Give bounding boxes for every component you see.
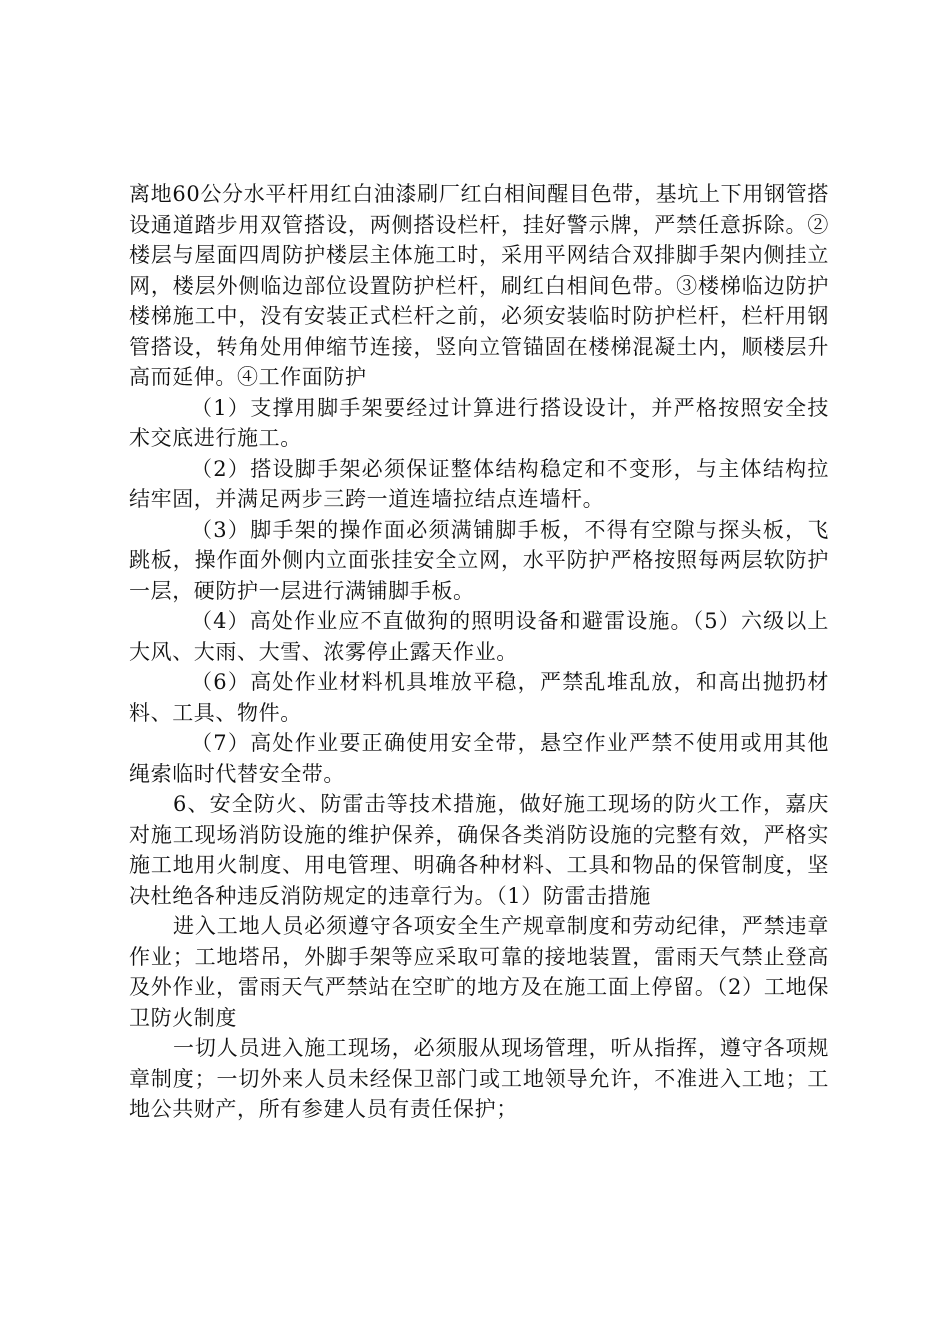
paragraph-9: 进入工地人员必须遵守各项安全生产规章制度和劳动纪律，严禁违章作业；工地塔吊，外脚手架等应采取可靠的接地装置，雷雨天气禁止登高及外作业，雷雨天气严禁站在空旷的地方及在施工面上停留。（2）工地保卫防火制度 bbox=[129, 914, 829, 1030]
paragraph-7: （7）高处作业要正确使用安全带，悬空作业严禁不使用或用其他绳索临时代替安全带。 bbox=[129, 731, 829, 786]
paragraph-1: 离地60公分水平杆用红白油漆刷厂红白相间醒目色带，基坑上下用钢管搭设通道踏步用双管搭设，两侧搭设栏杆，挂好警示牌，严禁任意拆除。②楼层与屋面四周防护楼层主体施工时，采用平网结合双排脚手架内侧挂立网，楼层外侧临边部位设置防护栏杆，刷红白相间色带。③楼梯临边防护楼梯施工中，没有安装正式栏杆之前，必须安装临时防护栏杆，栏杆用钢管搭设，转角处用伸缩节连接，竖向立管锚固在楼梯混凝土内，顺楼层升高而延伸。④工作面防护 bbox=[129, 182, 829, 389]
paragraph-2: （1）支撑用脚手架要经过计算进行搭设设计，并严格按照安全技术交底进行施工。 bbox=[129, 395, 829, 450]
paragraph-5: （4）高处作业应不直做狗的照明设备和避雷设施。（5）六级以上大风、大雨、大雪、浓雾停止露天作业。 bbox=[129, 609, 829, 664]
paragraph-8: 6、安全防火、防雷击等技术措施，做好施工现场的防火工作，嘉庆对施工现场消防设施的维护保养，确保各类消防设施的完整有效，严格实施工地用火制度、用电管理、明确各种材料、工具和物品的保管制度，坚决杜绝各种违反消防规定的违章行为。（1）防雷击措施 bbox=[129, 792, 829, 908]
paragraph-10: 一切人员进入施工现场，必须服从现场管理，听从指挥，遵守各项规章制度；一切外来人员未经保卫部门或工地领导允许，不准进入工地；工地公共财产，所有参建人员有责任保护； bbox=[129, 1036, 829, 1121]
paragraph-6: （6）高处作业材料机具堆放平稳，严禁乱堆乱放，和高出抛扔材料、工具、物件。 bbox=[129, 670, 829, 725]
paragraph-4: （3）脚手架的操作面必须满铺脚手板，不得有空隙与探头板，飞跳板，操作面外侧内立面张挂安全立网，水平防护严格按照每两层软防护一层，硬防护一层进行满铺脚手板。 bbox=[129, 517, 829, 603]
paragraph-3: （2）搭设脚手架必须保证整体结构稳定和不变形，与主体结构拉结牢固，并满足两步三跨一道连墙拉结点连墙杆。 bbox=[129, 456, 829, 511]
document-body bbox=[129, 179, 829, 1125]
